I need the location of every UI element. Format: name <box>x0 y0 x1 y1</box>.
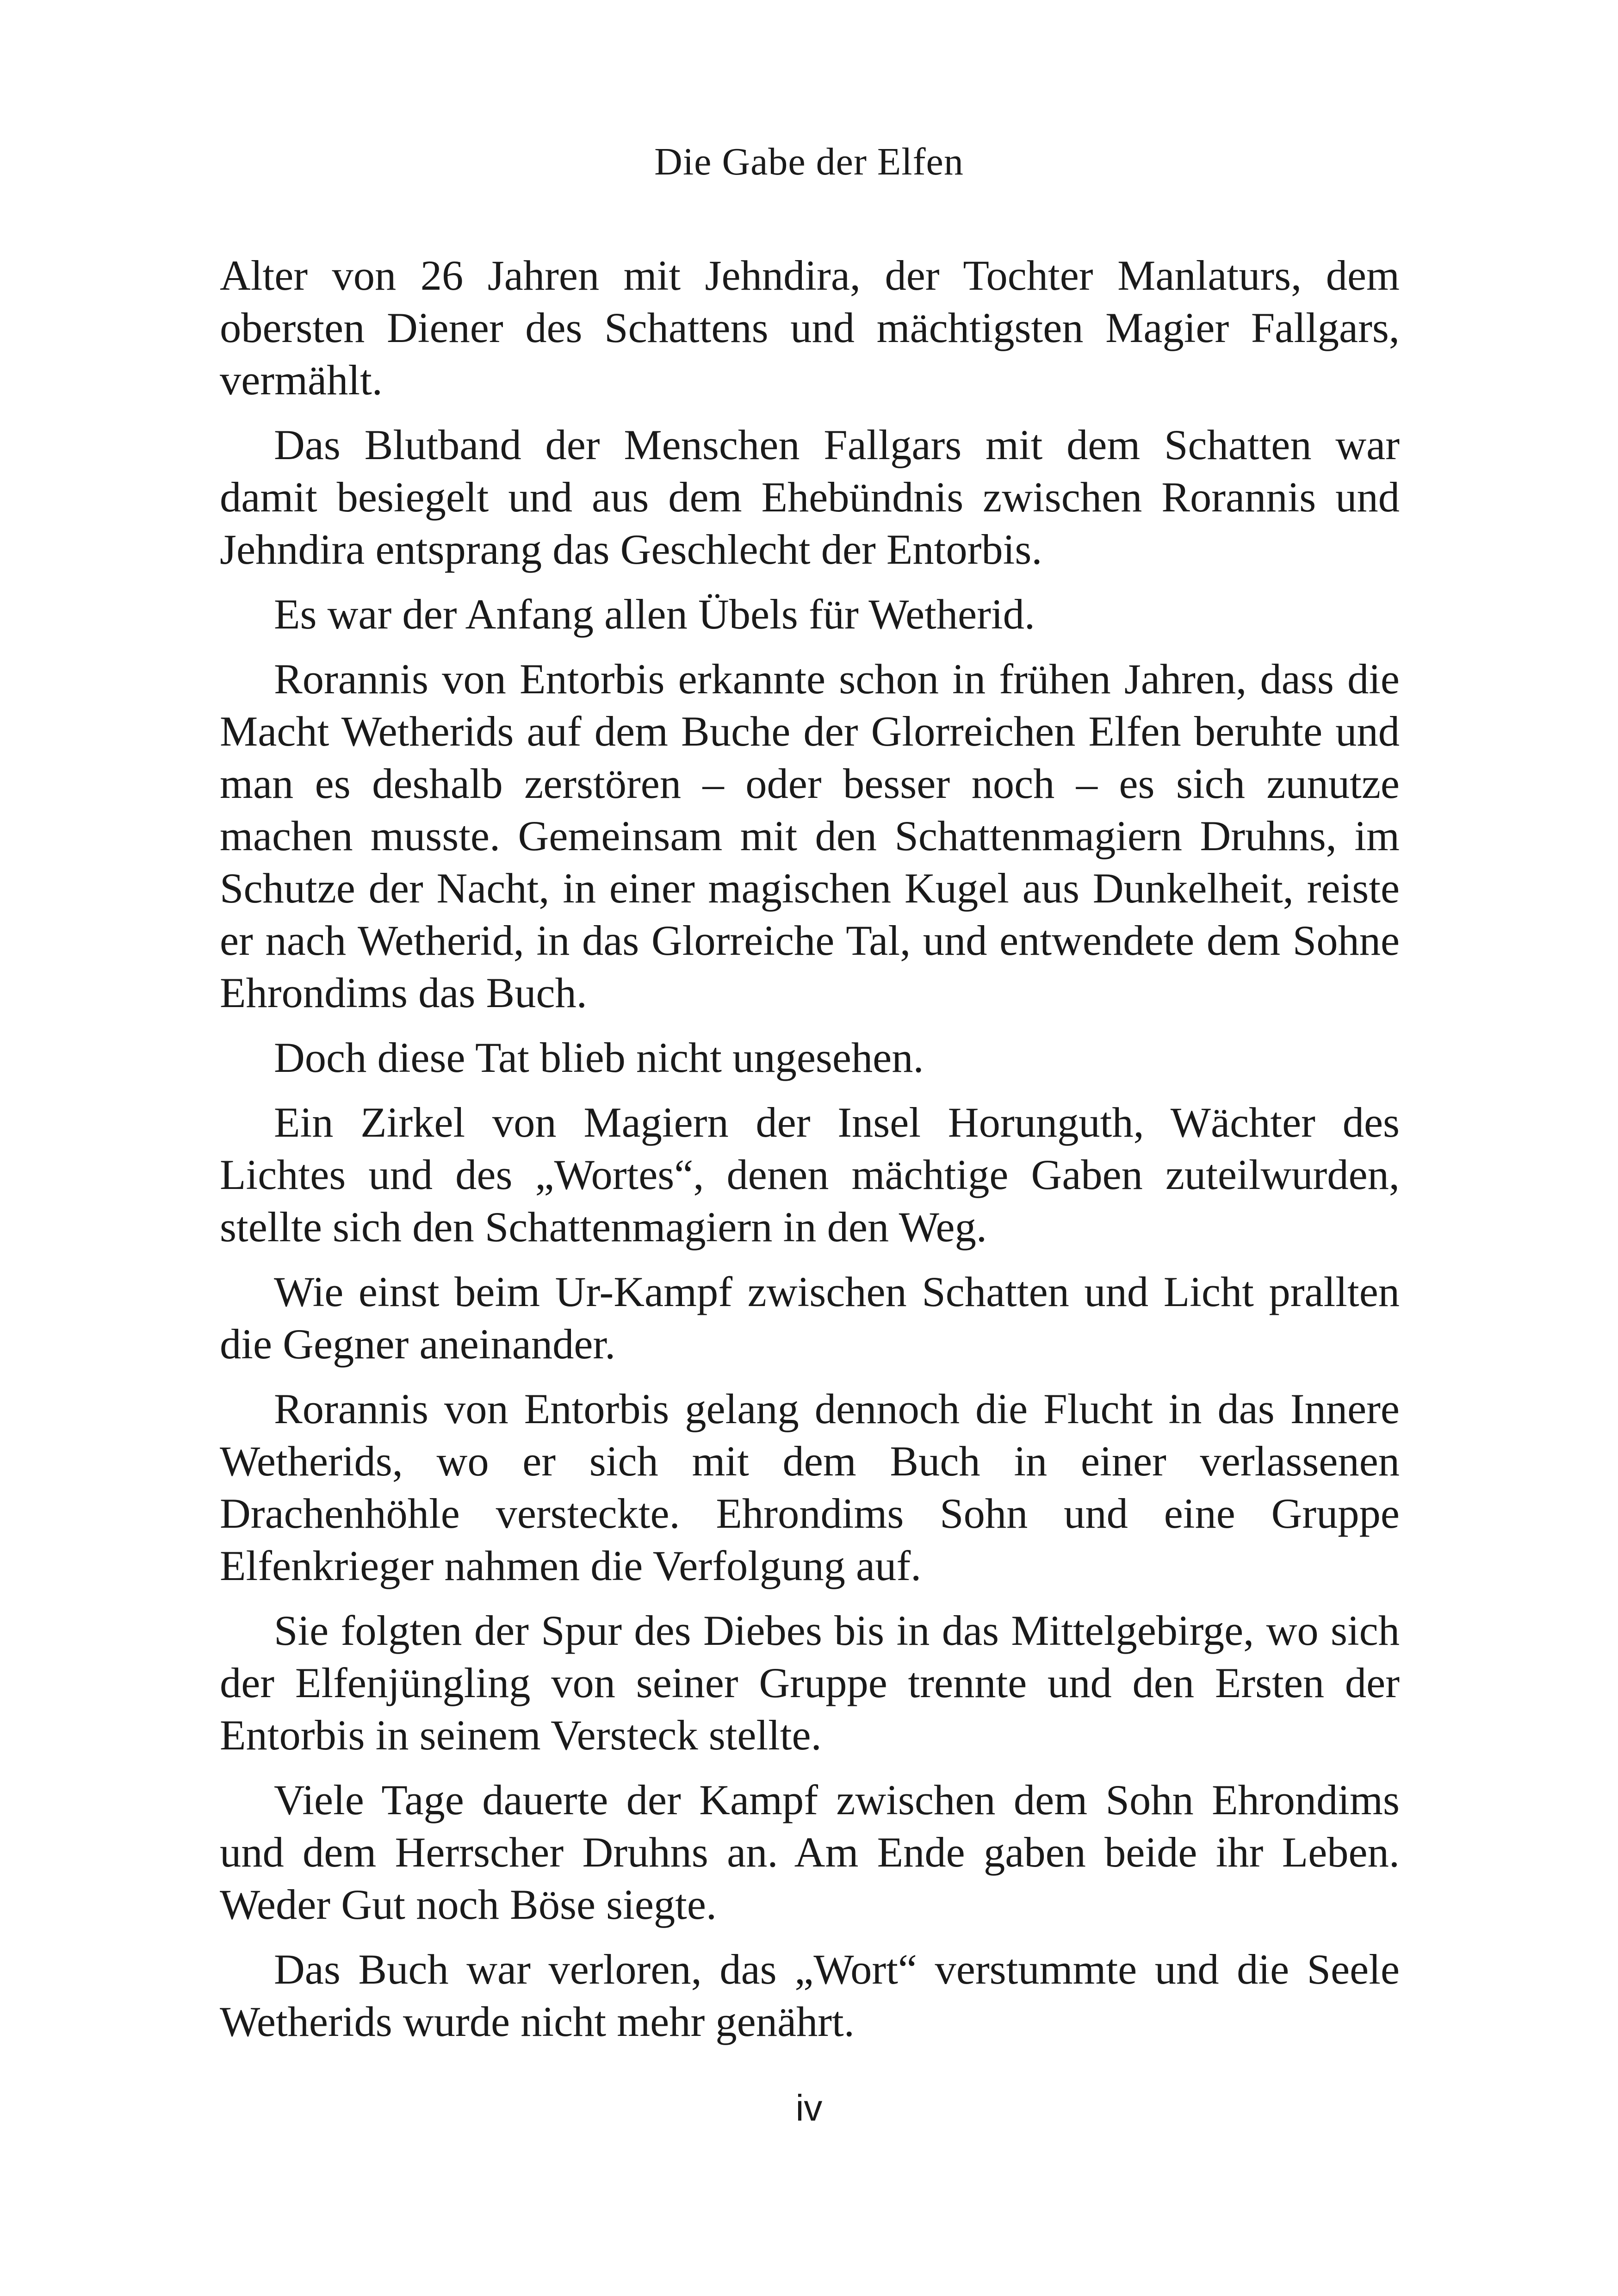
paragraph: Es war der Anfang allen Übels für Wetherid. <box>274 591 1035 638</box>
paragraph: Viele Tage dauerte der Kampf zwischen dem Sohn Ehrondims und dem Herrscher Druhns an. Am Ende gaben beide ihr Leben. Weder Gut noch Böse siegte. <box>220 1777 1400 1929</box>
paragraph: Wie einst beim Ur-Kampf zwischen Schatten und Licht prallten die Gegner aneinander. <box>220 1269 1400 1368</box>
paragraph: Ein Zirkel von Magiern der Insel Horunguth, Wächter des Lichtes und des „Wortes“, denen mächtige Gaben zuteilwurden, stellte sich den Schattenmagiern in den Weg. <box>220 1099 1400 1251</box>
body-text <box>220 250 1400 2061</box>
page-number: iv <box>795 2087 823 2128</box>
paragraph: Das Blutband der Menschen Fallgars mit dem Schatten war damit besiegelt und aus dem Ehebündnis zwischen Rorannis und Jehndira entsprang das Geschlecht der Entorbis. <box>220 422 1400 573</box>
running-head: Die Gabe der Elfen <box>654 140 964 183</box>
paragraph: Rorannis von Entorbis gelang dennoch die Flucht in das Innere Wetherids, wo er sich mit dem Buch in einer verlassenen Drachenhöhle versteckte. Ehrondims Sohn und eine Gruppe Elfenkrieger nahmen die Verfolgung auf. <box>220 1386 1400 1590</box>
paragraph: Rorannis von Entorbis erkannte schon in frühen Jahren, dass die Macht Wetherids auf dem Buche der Glorreichen Elfen beruhte und man es deshalb zerstören – oder besser noch – es sich zunutze machen musste. Gemeinsam mit den Schattenmagiern Druhns, im Schutze der Nacht, in einer magischen Kugel aus Dunkelheit, reiste er nach Wetherid, in das Glorreiche Tal, und entwendete dem Sohne Ehrondims das Buch. <box>220 656 1400 1017</box>
paragraph: Alter von 26 Jahren mit Jehndira, der Tochter Manlaturs, dem obersten Diener des Schattens und mächtigsten Magier Fallgars, vermählt. <box>220 252 1400 404</box>
paragraph: Doch diese Tat blieb nicht ungesehen. <box>274 1034 924 1082</box>
paragraph: Das Buch war verloren, das „Wort“ verstummte und die Seele Wetherids wurde nicht mehr genährt. <box>220 1946 1400 2046</box>
paragraph: Sie folgten der Spur des Diebes bis in das Mittelgebirge, wo sich der Elfenjüngling von seiner Gruppe trennte und den Ersten der Entorbis in seinem Versteck stellte. <box>220 1607 1400 1759</box>
